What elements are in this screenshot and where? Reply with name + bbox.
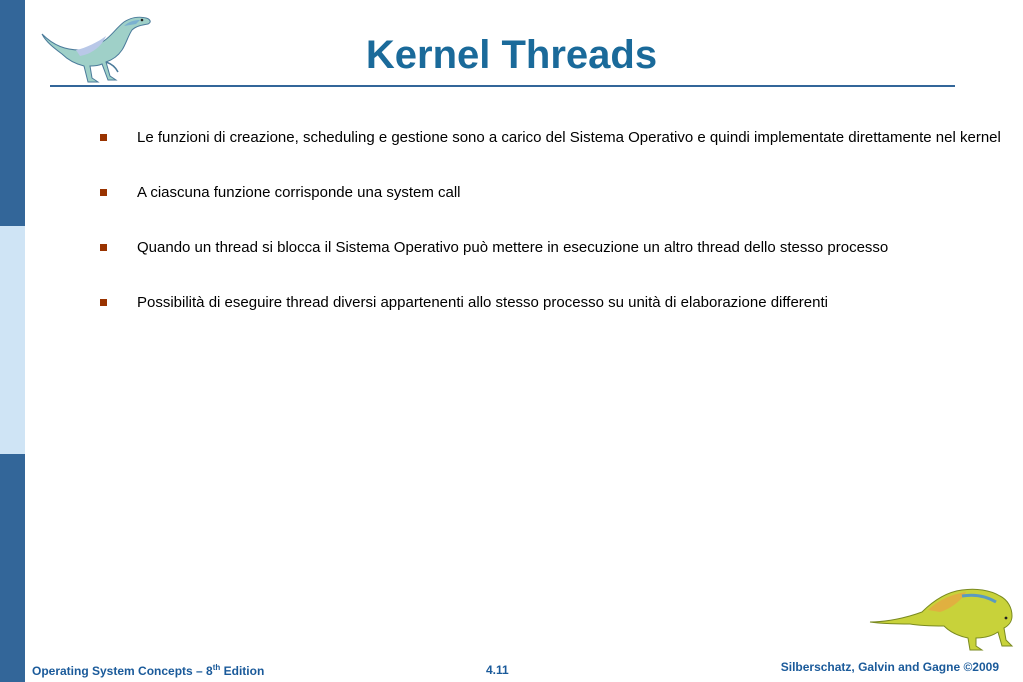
square-bullet-icon [100, 189, 107, 196]
slide-title: Kernel Threads [365, 33, 658, 77]
footer-page-number: 4.11 [486, 663, 509, 677]
square-bullet-icon [100, 244, 107, 251]
footer-copyright: Silberschatz, Galvin and Gagne ©2009 [780, 660, 999, 674]
bullet-text: Quando un thread si blocca il Sistema Operativo può mettere in esecuzione un altro thread dello stesso processo [137, 239, 889, 256]
bullet-text: Possibilità di eseguire thread diversi appartenenti allo stesso processo su unità di elaborazione differenti [137, 294, 828, 311]
left-sidebar [0, 0, 25, 682]
bullet-item [100, 238, 1005, 258]
footer-edition-sup: th [212, 663, 221, 672]
bullet-list [100, 128, 1005, 348]
bullet-item [100, 128, 1005, 148]
bullet-text: A ciascuna funzione corrisponde una system call [137, 184, 461, 201]
bullet-item [100, 293, 1005, 313]
dinosaur-icon [866, 582, 1018, 654]
square-bullet-icon [100, 134, 107, 141]
footer-book-title: Operating System Concepts – 8th Edition [32, 663, 265, 678]
bullet-text: Le funzioni di creazione, scheduling e gestione sono a carico del Sistema Operativo e quindi implementate direttamente nel kernel [137, 129, 1001, 146]
title-divider [50, 85, 955, 87]
bullet-item [100, 183, 1005, 203]
sidebar-band-dark-bottom [0, 454, 25, 682]
sidebar-band-light [0, 226, 25, 454]
square-bullet-icon [100, 299, 107, 306]
